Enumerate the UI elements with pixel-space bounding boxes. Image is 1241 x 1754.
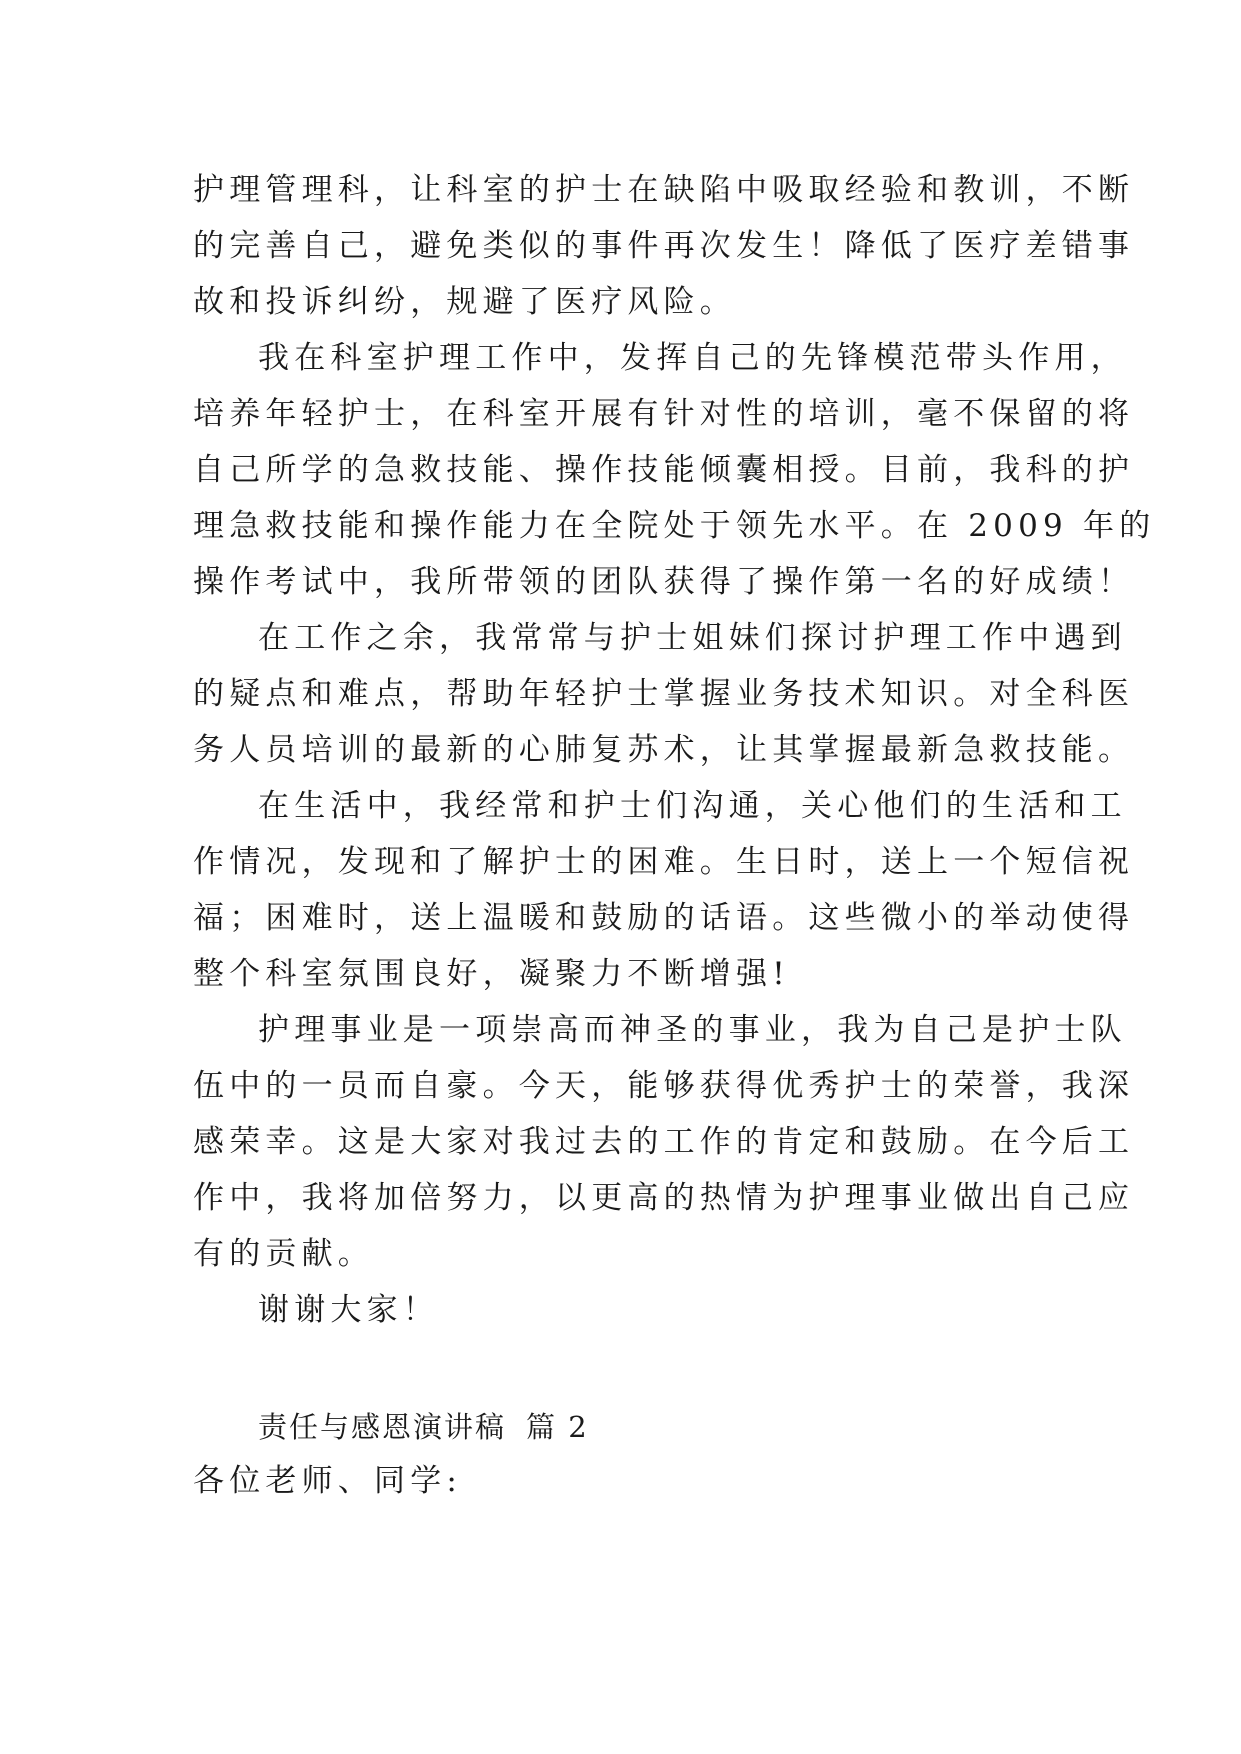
paragraph-5-line-3: 感荣幸。这是大家对我过去的工作的肯定和鼓励。在今后工 [193, 1124, 1135, 1160]
salutation: 各位老师、同学: [193, 1463, 463, 1499]
paragraph-1-line-1: 护理管理科，让科室的护士在缺陷中吸取经验和教训，不断 [193, 172, 1135, 208]
paragraph-4-line-1: 在生活中，我经常和护士们沟通，关心他们的生活和工 [258, 788, 1127, 824]
paragraph-5-line-4: 作中，我将加倍努力，以更高的热情为护理事业做出自己应 [193, 1180, 1135, 1216]
section-heading [258, 1407, 589, 1447]
paragraph-3-line-2: 的疑点和难点，帮助年轻护士掌握业务技术知识。对全科医 [193, 676, 1135, 712]
section-number: 篇 2 [526, 1410, 589, 1444]
paragraph-1-line-3: 故和投诉纠纷，规避了医疗风险。 [193, 284, 736, 320]
paragraph-3-line-1: 在工作之余，我常常与护士姐妹们探讨护理工作中遇到 [258, 620, 1127, 656]
paragraph-4-line-4: 整个科室氛围良好，凝聚力不断增强! [193, 956, 790, 992]
paragraph-2-line-5: 操作考试中，我所带领的团队获得了操作第一名的好成绩！ [193, 564, 1135, 600]
paragraph-2-line-4: 理急救技能和操作能力在全院处于领先水平。在 2009 年的 [193, 508, 1156, 544]
paragraph-2-line-1: 我在科室护理工作中，发挥自己的先锋模范带头作用， [258, 340, 1127, 376]
paragraph-3-line-3: 务人员培训的最新的心肺复苏术，让其掌握最新急救技能。 [193, 732, 1135, 768]
paragraph-4-line-3: 福；困难时，送上温暖和鼓励的话语。这些微小的举动使得 [193, 900, 1135, 936]
paragraph-5-line-5: 有的贡献。 [193, 1236, 374, 1272]
paragraph-4-line-2: 作情况，发现和了解护士的困难。生日时，送上一个短信祝 [193, 844, 1135, 880]
paragraph-5-line-1: 护理事业是一项崇高而神圣的事业，我为自己是护士队 [258, 1012, 1127, 1048]
section-title: 责任与感恩演讲稿 [258, 1410, 507, 1444]
paragraph-5-line-2: 伍中的一员而自豪。今天，能够获得优秀护士的荣誉，我深 [193, 1068, 1135, 1104]
paragraph-1-line-2: 的完善自己，避免类似的事件再次发生！降低了医疗差错事 [193, 228, 1135, 264]
paragraph-2-line-3: 自己所学的急救技能、操作技能倾囊相授。目前，我科的护 [193, 452, 1135, 488]
closing-thanks: 谢谢大家！ [258, 1292, 439, 1328]
paragraph-2-line-2: 培养年轻护士，在科室开展有针对性的培训，毫不保留的将 [193, 396, 1135, 432]
